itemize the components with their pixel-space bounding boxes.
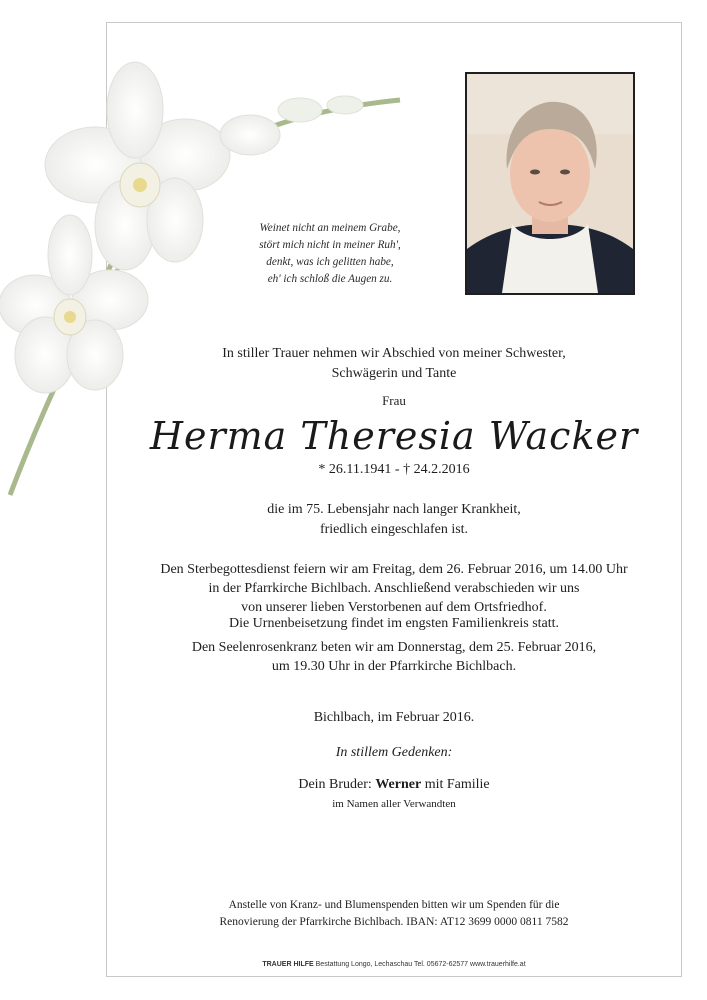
brother-suffix: mit Familie xyxy=(421,777,490,792)
age-line: friedlich eingeschlafen ist. xyxy=(319,522,469,537)
deceased-name: Herma Theresia Wacker xyxy=(149,414,639,458)
place-date xyxy=(106,710,682,726)
service-text xyxy=(106,560,682,617)
brother-line xyxy=(106,777,682,793)
poem-line: eh' ich schloß die Augen zu. xyxy=(267,273,393,285)
poem-line: denkt, was ich gelitten habe, xyxy=(266,256,394,268)
age-line: die im 75. Lebensjahr nach langer Krankheit, xyxy=(267,502,521,517)
rosary-text xyxy=(106,638,682,676)
place-date-rest: , im Februar 2016. xyxy=(370,710,475,725)
footer-brand: TRAUER HILFE xyxy=(262,961,314,968)
footer-text: Bestattung Longo, Lechaschau Tel. 05672-62577 www.trauerhilfe.at xyxy=(313,961,526,968)
donation-line: Anstelle von Kranz- und Blumenspenden bitten wir um Spenden für die xyxy=(228,899,560,911)
place-town: Bichlbach xyxy=(313,710,371,725)
salutation: Frau xyxy=(382,393,406,408)
relatives-text: im Namen aller Verwandten xyxy=(332,798,456,810)
portrait-photo xyxy=(465,72,635,295)
footer xyxy=(106,961,682,968)
poem-line: Weinet nicht an meinem Grabe, xyxy=(259,222,401,234)
memory-heading: In stillem Gedenken: xyxy=(335,745,453,760)
rosary-line: um 19.30 Uhr in der Pfarrkirche Bichlbach. xyxy=(271,659,517,674)
rosary-line: Den Seelenrosenkranz beten wir am Donnerstag, dem 25. Februar 2016, xyxy=(191,640,597,655)
brother-name: Werner xyxy=(375,777,422,792)
donation-line: Renovierung der Pfarrkirche Bichlbach. IBAN: AT12 3699 0000 0811 7582 xyxy=(219,916,569,928)
intro-line: Schwägerin und Tante xyxy=(331,366,457,381)
urn-text: Die Urnenbeisetzung findet im engsten Familienkreis statt. xyxy=(228,616,560,631)
poem xyxy=(220,220,440,288)
life-dates: * 26.11.1941 - † 24.2.2016 xyxy=(318,462,470,477)
donation-text xyxy=(106,897,682,931)
intro-line: In stiller Trauer nehmen wir Abschied von meiner Schwester, xyxy=(222,346,566,361)
poem-line: stört mich nicht in meiner Ruh', xyxy=(259,239,401,251)
service-line: in der Pfarrkirche Bichlbach. Anschließend verabschieden wir uns xyxy=(208,581,580,596)
intro-text xyxy=(106,344,682,384)
age-text xyxy=(106,500,682,540)
service-line: von unserer lieben Verstorbenen auf dem Ortsfriedhof. xyxy=(241,600,547,615)
service-line: Den Sterbegottesdienst feiern wir am Freitag, dem 26. Februar 2016, um 14.00 Uhr xyxy=(160,562,628,577)
brother-prefix: Dein Bruder: xyxy=(298,777,376,792)
